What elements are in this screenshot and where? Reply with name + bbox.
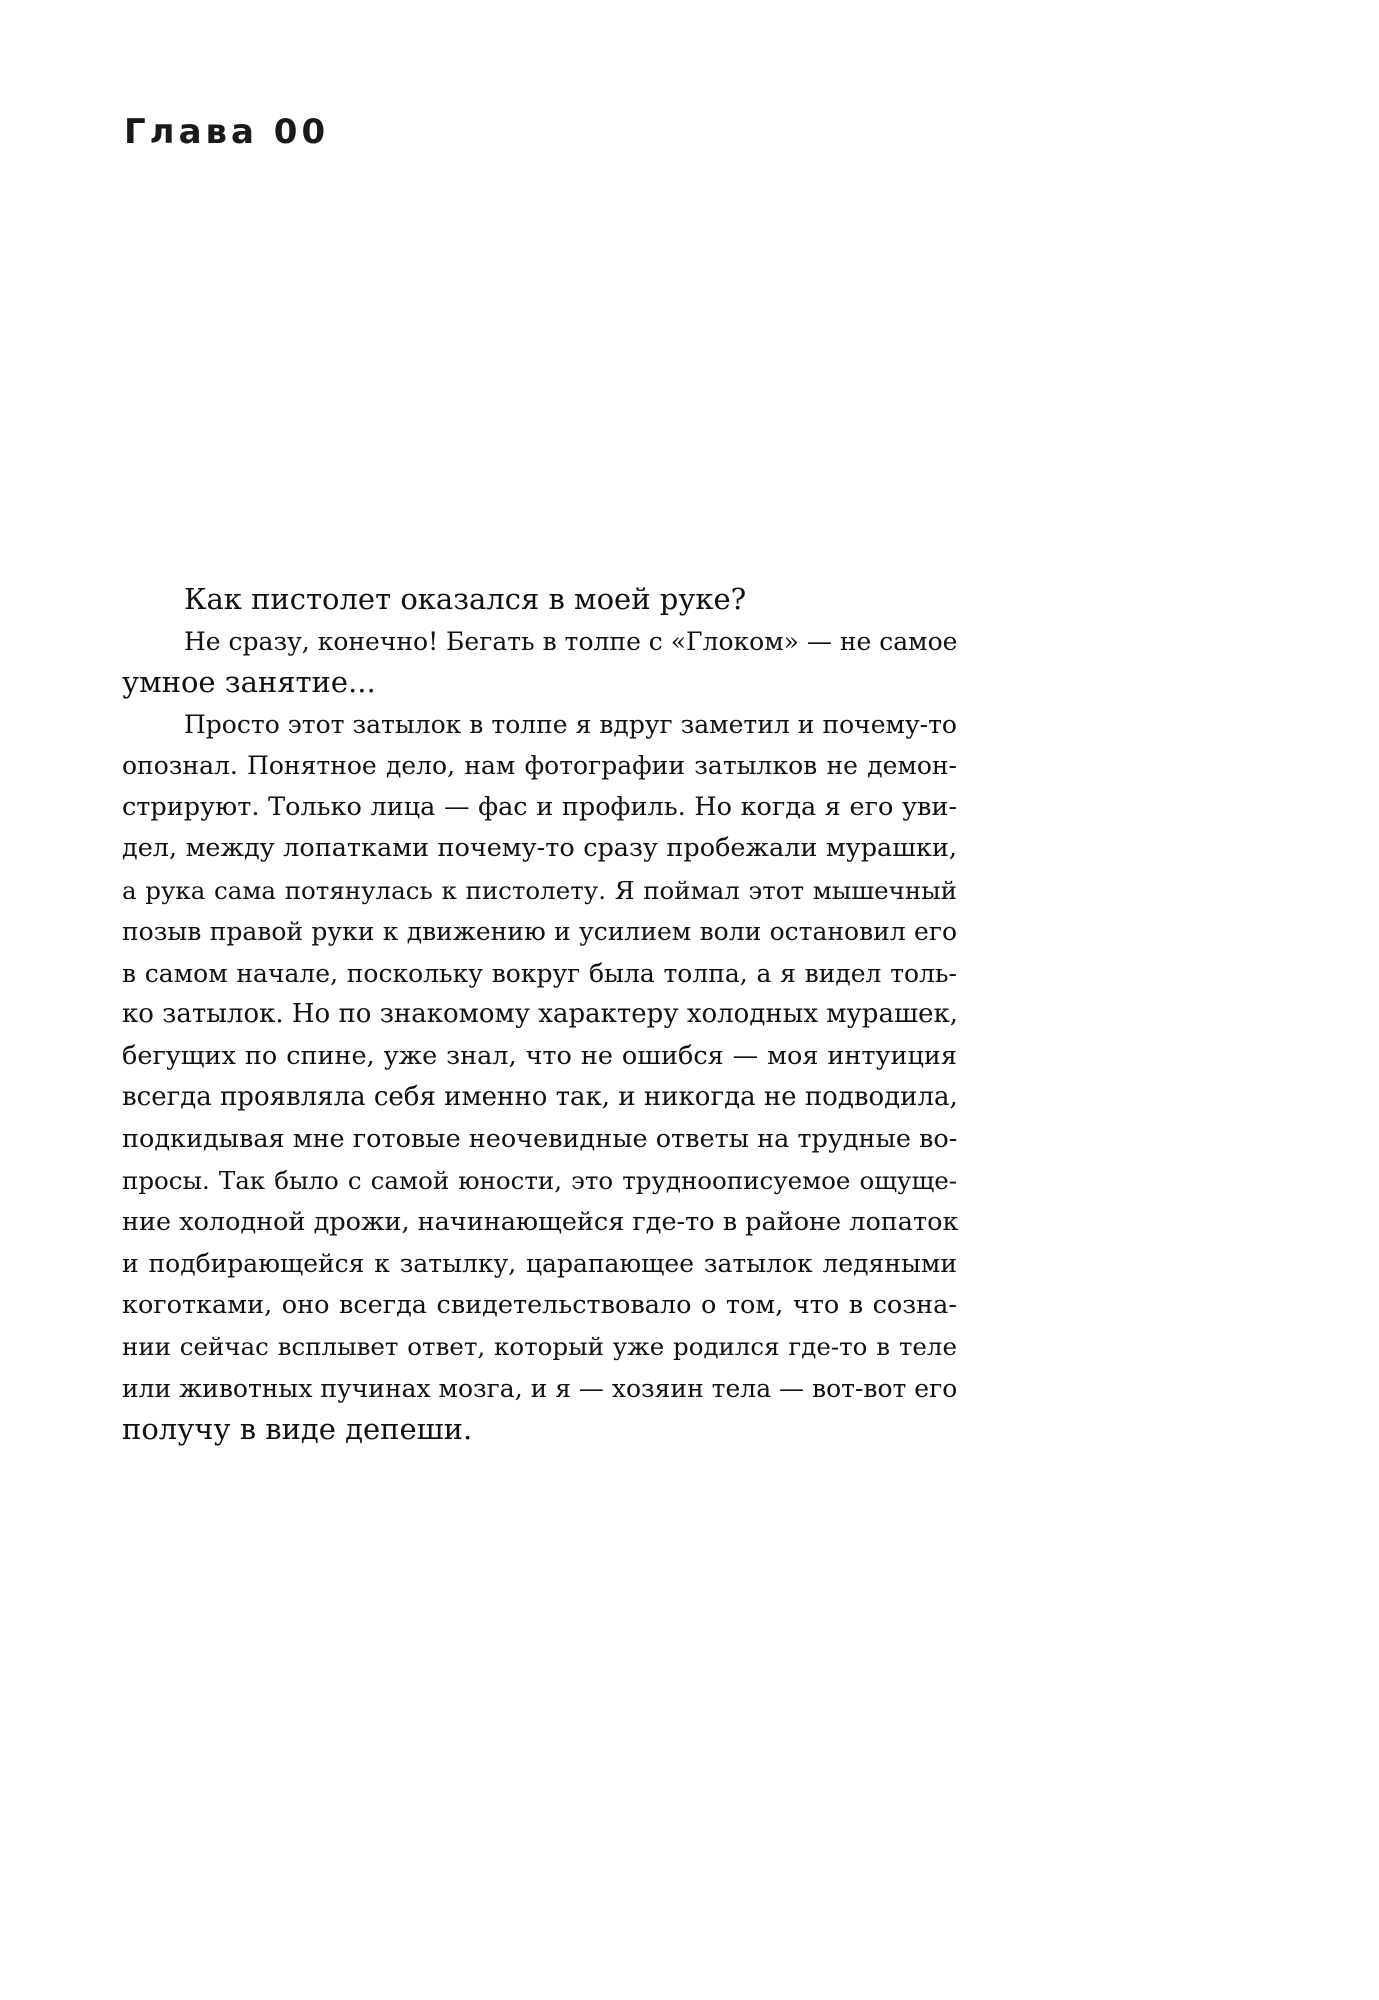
chapter-heading: Глава 00 — [124, 112, 330, 152]
text-line: просы. Так было с самой юности, это трудноописуемое ощуще- — [122, 1166, 957, 1195]
text-line: умное занятие... — [122, 665, 376, 699]
text-line: ние холодной дрожи, начинающейся где-то в районе лопаток — [122, 1206, 959, 1237]
text-line: Не сразу, конечно! Бегать в толпе с «Глоком» — не самое — [184, 626, 958, 656]
text-line: а рука сама потянулась к пистолету. Я поймал этот мышечный — [122, 875, 957, 905]
text-line: получу в виде депеши. — [122, 1412, 473, 1446]
text-line: дел, между лопатками почему-то сразу пробежали мурашки, — [122, 833, 957, 863]
text-line: в самом начале, поскольку вокруг была толпа, а я видел толь- — [122, 958, 957, 988]
text-line: опознал. Понятное дело, нам фотографии затылков не демон- — [122, 751, 957, 780]
text-line: позыв правой руки к движению и усилием воли остановил его — [122, 917, 957, 946]
text-line: всегда проявляла себя именно так, и никогда не подводила, — [122, 1082, 958, 1112]
text-line: стрируют. Только лица — фас и профиль. Но когда я его уви- — [122, 791, 957, 822]
text-line: Просто этот затылок в толпе я вдруг заметил и почему-то — [184, 709, 957, 739]
text-line: бегущих по спине, уже знал, что не ошибся — моя интуиция — [122, 1040, 957, 1071]
text-line: нии сейчас всплывет ответ, который уже родился где-то в теле — [122, 1332, 957, 1361]
text-line: подкидывая мне готовые неочевидные ответы на трудные во- — [122, 1123, 958, 1154]
body-text — [122, 579, 957, 1451]
text-line: и подбирающейся к затылку, царапающее затылок ледяными — [122, 1249, 957, 1278]
text-line: коготками, оно всегда свидетельствовало о том, что в созна- — [122, 1289, 957, 1320]
text-line: ко затылок. Но по знакомому характеру холодных мурашек, — [122, 999, 959, 1029]
text-line: Как пистолет оказался в моей руке? — [184, 582, 747, 616]
text-line: или животных пучинах мозга, и я — хозяин тела — вот-вот его — [122, 1373, 958, 1403]
